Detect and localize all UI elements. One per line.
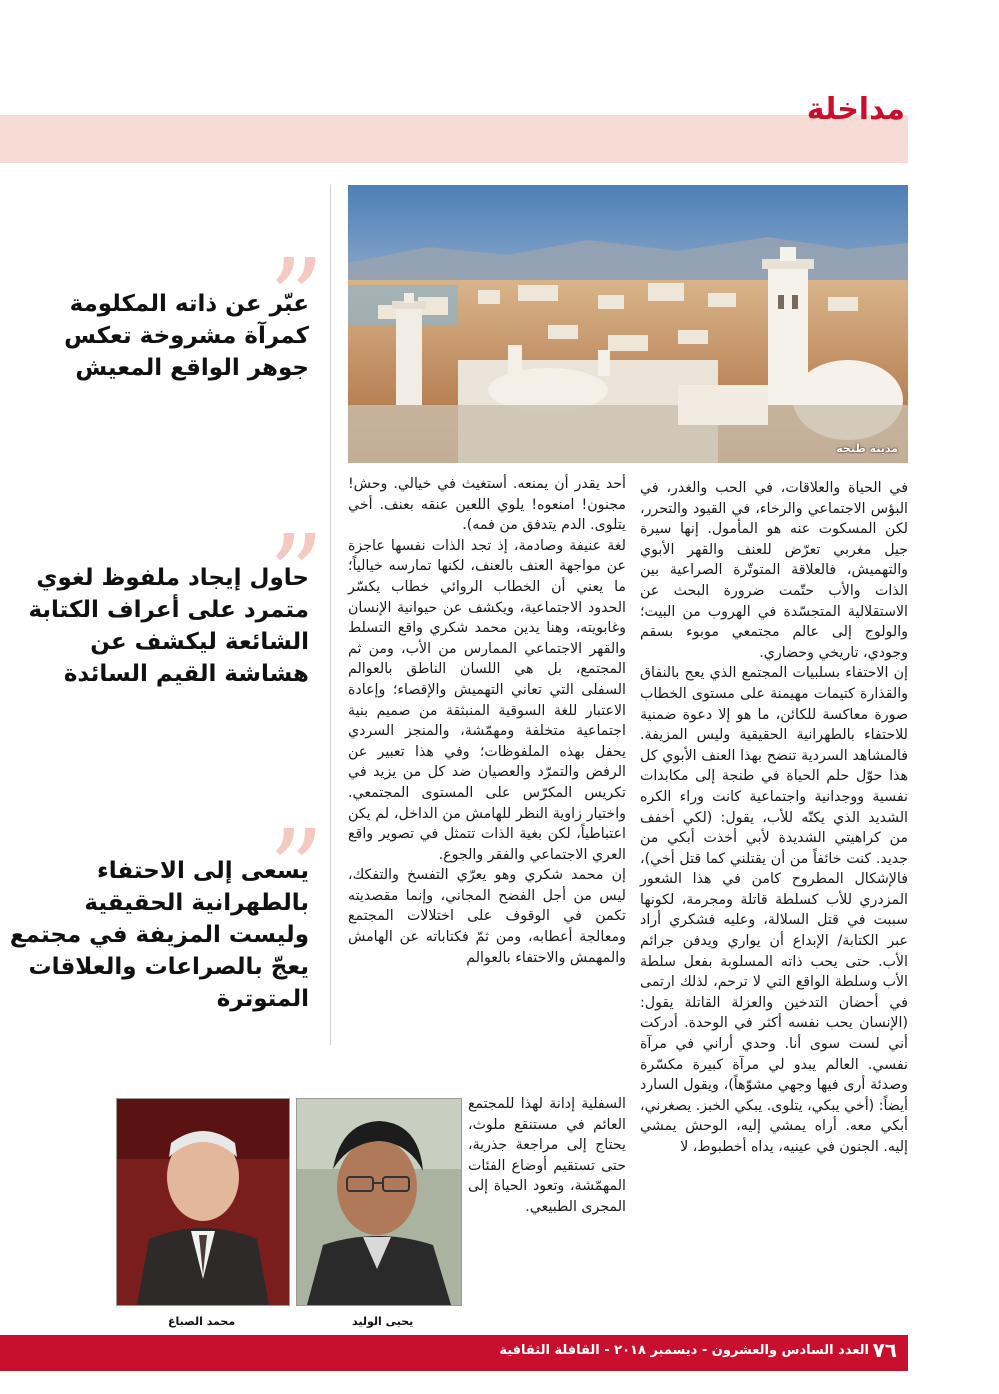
footer-issue-text: العدد السادس والعشرون - ديسمبر ٢٠١٨ - القافلة الثقافية	[499, 1343, 869, 1358]
portrait-mohamed-sabbagh	[116, 1098, 290, 1306]
header-band	[0, 115, 908, 163]
quote-mark-icon: ”	[268, 806, 325, 934]
column-divider	[330, 185, 331, 1045]
man-with-glasses-portrait	[297, 1099, 461, 1305]
quote-mark-icon: ”	[268, 235, 325, 363]
elderly-man-portrait	[117, 1099, 289, 1305]
portrait-caption-left: محمد الصباغ	[168, 1315, 236, 1328]
article-column-left-continued: السفلية إدانة لهذا للمجتمع العائم في مستنقع ملوث، يحتاج إلى مراجعة جذرية، حتى تستقيم أوضاع الفئات المهمّشة، وتعود الحياة إلى المجرى الطبيعي.	[468, 1096, 626, 1215]
page-number: ٧٦	[872, 1338, 897, 1362]
quote-mark-icon: ”	[268, 511, 325, 639]
pull-quote-3: يسعى إلى الاحتفاء بالطهرانية الحقيقية وليست المزيفة في مجتمع يعجّ بالصراعات والعلاقات المتوترة	[9, 858, 309, 1012]
photo-caption: مدينة طنجة	[836, 442, 898, 455]
portrait-yahya-alwalid	[296, 1098, 462, 1306]
pull-quote-1: عبّر عن ذاته المكلومة كمرآة مشروخة تعكس جوهر الواقع المعيش	[64, 291, 309, 381]
tangier-city-photo	[348, 185, 908, 463]
portrait-caption-right: يحيى الوليد	[352, 1315, 414, 1328]
section-title: مداخلة	[806, 92, 905, 127]
article-column-left: أحد يقدر أن يمنعه. أستغيث في خيالي. وحش! مجنون! امنعوه! يلوي اللعين عنقه بعنف. أخي يتلوى. الدم يتدفق من فمه). لغة عنيفة وصادمة، إذ تجد الذات نفسها عاجزة عن مواجهة العنف بالعنف، لكنها تمارسه خيالياً؛ ما يعني أن الخطاب الروائي خطاب يكسّر الحدود الاجتماعية، ويكشف عن حيوانية الإنسان وغابويته، وهنا يدين محمد شكري واقع التسلط والقهر الاجتماعي الممارس من الأب، ومن ثم المجتمع، بل هي اللسان الناطق بالعوالم السفلى التي تعاني التهميش والإقصاء؛ وإعادة الاعتبار للغة السوقية المنبثقة من صميم بنية اجتماعية متخلفة ومهمّشة، والمنجز السردي يحفل بهذه الملفوظات؛ وفي هذا تعبير عن الرفض والتمرّد والعصيان ضد كل من يزيد في تكريس المكرّس على المستوى المجتمعي. واختيار زاوية النظر للهامش من الداخل، لم يكن اعتباطياً، لكن بغية الذات تتمثل في تصوير واقع العري الاجتماعي والفقر والجوع. إن محمد شكري وهو يعرّي التفسخ والتفكك، ليس من أجل الفضح المجاني، وإنما مقصديته تكمن في الوقوف على اختلالات المجتمع ومعالجة أعطابه، ومن ثمّ فكتاباته عن الهامش والمهمش والاحتفاء بالعوالم	[348, 476, 626, 966]
pull-quote-2: حاول إيجاد ملفوظ لغوي متمرد على أعراف الكتابة الشائعة ليكشف عن هشاشة القيم السائدة	[28, 565, 309, 687]
city-skyline-illustration	[348, 185, 908, 463]
article-column-right: في الحياة والعلاقات، في الحب والغدر، في البؤس الاجتماعي والرخاء، في القيود والتحرر، لكن المسكوت عنه هو المأمول. إنها سيرة جيل مغربي تعرّض للعنف والقهر الأبوي والتهميش، فالعلاقة المتوتّرة الصراعية بين الذات والأب حتّمت ضرورة البحث عن الاستقلالية المتجسّدة في الهروب من البيت؛ والولوج إلى عالم مجتمعي موبوء بسقم وجودي، تاريخي وحضاري. إن الاحتفاء بسلبيات المجتمع الذي يعج بالنفاق والقذارة كتيمات مهيمنة على مستوى الخطاب صورة معاكسة للكائن، ما هو إلا دعوة ضمنية للاحتفاء بالطهرانية الحقيقية وليس المزيفة. فالمشاهد السردية تنضح بهذا العنف الأبوي كل هذا حوّل حلم الحياة في طنجة إلى مكابدات نفسية ووجدانية واجتماعية كانت وراء الكره الشديد الذي يكنّه للأب، يقول: (لكي أخفف من كراهيتي الشديدة لأبي أخذت أبكي من جديد. كنت خائفاً من أن يقتلني كما قتل أخي)، فالإشكال المطروح كامن في هذا الشعور المزدري للأب كسلطة قاتلة ومجرمة، لكونها سببت في قتل السلالة، وعليه فشكري أراد عبر الكتابة/ الإبداع أن يواري ويدفن جرائم الأب. حتى يحب ذاته المسلوبة بفعل سلطة الأب وسلطة الواقع التي لا ترحم، لذلك ارتمى في أحضان التدخين والعزلة القاتلة يقول: (الإنسان يحب نفسه أكثر في الوحدة. أدركت أني لست سوى أنا. وحدي أراني في مرآة نفسي. العالم يبدو لي مرآة كبيرة مكسّرة وصدئة أرى فيها وجهي مشوّهاً)، ويقول السارد أيضاً: (أخي يبكي، يتلوى. يبكي الخبز. يصغرني، أبكي معه. أراه يمشي إليه، الوحش يمشي إليه. الجنون في عينيه، يداه أخطبوط، لا	[640, 480, 908, 1155]
